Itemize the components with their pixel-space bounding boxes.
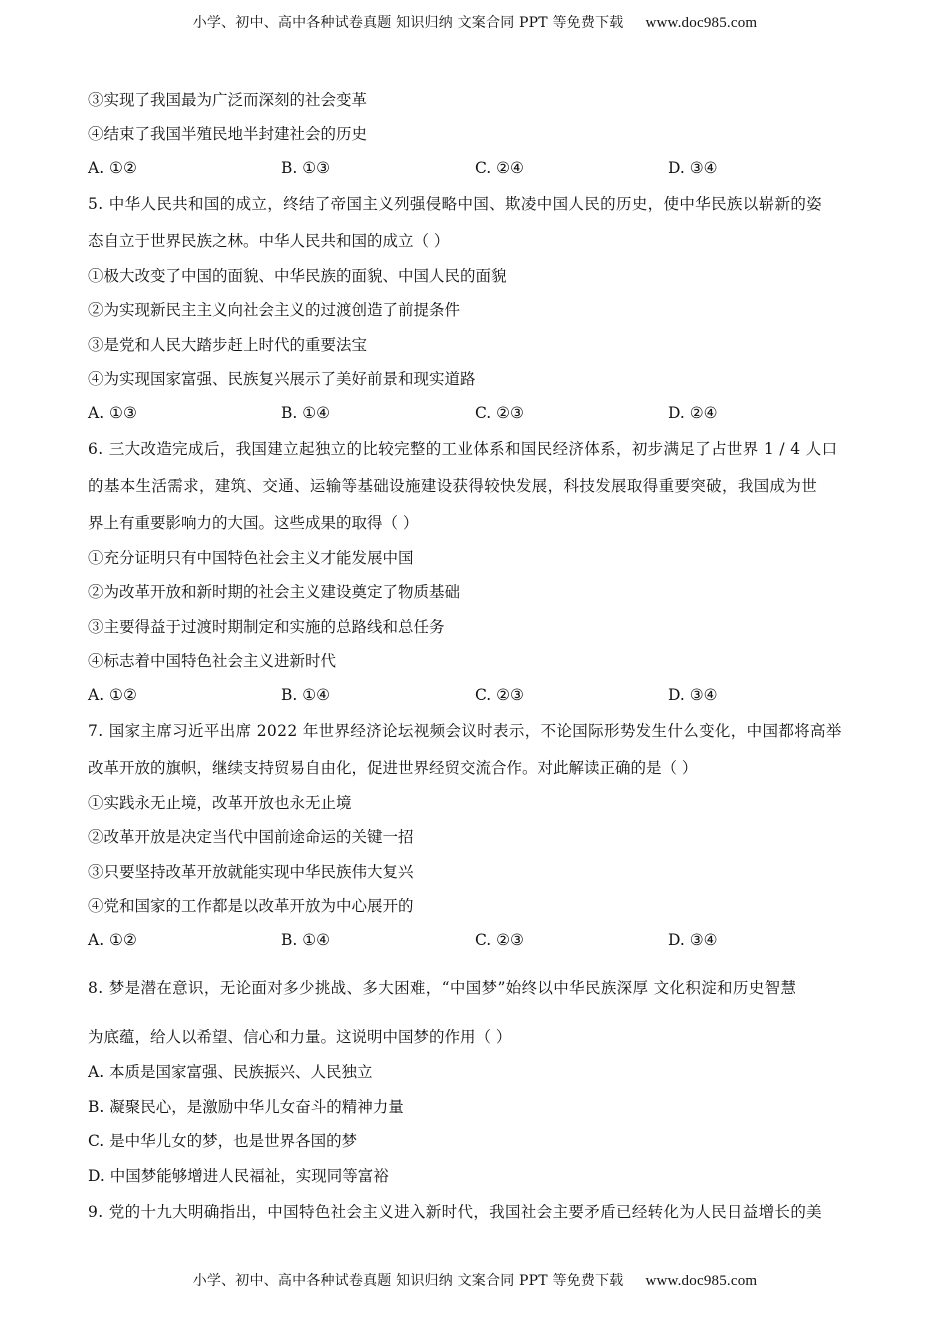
q6-option-d: D. ③④ [668,686,718,704]
q5-stem-line-2: 态自立于世界民族之林。中华人民共和国的成立（ ） [88,232,450,250]
q8-stem-line-2: 为底蕴，给人以希望、信心和力量。这说明中国梦的作用（ ） [88,1028,512,1046]
q7-option-c: C. ②③ [475,931,524,949]
q4-option-a: A. ①② [88,159,137,177]
q4-item-4: ④结束了我国半殖民地半封建社会的历史 [88,125,368,143]
q7-option-d: D. ③④ [668,931,718,949]
q5-item-1: ①极大改变了中国的面貌、中华民族的面貌、中国人民的面貌 [88,267,507,285]
q6-option-b: B. ①④ [281,686,331,704]
q6-item-1: ①充分证明只有中国特色社会主义才能发展中国 [88,549,414,567]
q6-item-3: ③主要得益于过渡时期制定和实施的总路线和总任务 [88,618,445,636]
q8-option-b: B. 凝聚民心，是激励中华儿女奋斗的精神力量 [88,1098,404,1116]
footer-url[interactable]: www.doc985.com [645,1273,758,1289]
q8-option-c: C. 是中华儿女的梦，也是世界各国的梦 [88,1132,358,1150]
q8-stem-line-1: 8. 梦是潜在意识，无论面对多少挑战、多大困难，“中国梦”始终以中华民族深厚 文化积淀和历史智慧 [88,979,797,997]
q6-stem-line-2: 的基本生活需求，建筑、交通、运输等基础设施建设获得较快发展，科技发展取得重要突破，我国成为世 [88,477,818,495]
q7-stem-line-1: 7. 国家主席习近平出席 2022 年世界经济论坛视频会议时表示，不论国际形势发生什么变化，中国都将高举 [88,722,842,740]
q7-stem-line-2: 改革开放的旗帜，继续支持贸易自由化，促进世界经贸交流合作。对此解读正确的是（ ） [88,759,698,777]
header-url[interactable]: www.doc985.com [645,15,758,31]
q7-option-a: A. ①② [88,931,137,949]
q9-stem-line-1: 9. 党的十九大明确指出，中国特色社会主义进入新时代，我国社会主要矛盾已经转化为人民日益增长的美 [88,1203,823,1221]
q4-item-3: ③实现了我国最为广泛而深刻的社会变革 [88,91,368,109]
q5-option-b: B. ①④ [281,404,331,422]
q7-item-4: ④党和国家的工作都是以改革开放为中心展开的 [88,897,414,915]
q7-item-3: ③只要坚持改革开放就能实现中华民族伟大复兴 [88,863,414,881]
footer-text: 小学、初中、高中各种试卷真题 知识归纳 文案合同 PPT 等免费下载 [192,1273,624,1289]
page-header [0,12,950,32]
q4-option-b: B. ①③ [281,159,331,177]
q6-stem-line-1: 6. 三大改造完成后，我国建立起独立的比较完整的工业体系和国民经济体系，初步满足了占世界 1 / 4 人口 [88,440,838,458]
page-footer [0,1270,950,1290]
q5-option-d: D. ②④ [668,404,718,422]
q5-item-3: ③是党和人民大踏步赶上时代的重要法宝 [88,336,368,354]
q8-option-d: D. 中国梦能够增进人民福祉，实现同等富裕 [88,1167,389,1185]
q5-stem-line-1: 5. 中华人民共和国的成立，终结了帝国主义列强侵略中国、欺凌中国人民的历史，使中华民族以崭新的姿 [88,195,823,213]
q4-option-d: D. ③④ [668,159,718,177]
q5-option-c: C. ②③ [475,404,524,422]
q4-option-c: C. ②④ [475,159,524,177]
q5-item-2: ②为实现新民主主义向社会主义的过渡创造了前提条件 [88,301,461,319]
q6-item-4: ④标志着中国特色社会主义进新时代 [88,652,337,670]
q6-item-2: ②为改革开放和新时期的社会主义建设奠定了物质基础 [88,583,461,601]
q7-option-b: B. ①④ [281,931,331,949]
q6-option-a: A. ①② [88,686,137,704]
header-text: 小学、初中、高中各种试卷真题 知识归纳 文案合同 PPT 等免费下载 [192,15,624,31]
q8-option-a: A. 本质是国家富强、民族振兴、人民独立 [88,1063,373,1081]
q6-option-c: C. ②③ [475,686,524,704]
q5-option-a: A. ①③ [88,404,137,422]
q7-item-1: ①实践永无止境，改革开放也永无止境 [88,794,352,812]
q5-item-4: ④为实现国家富强、民族复兴展示了美好前景和现实道路 [88,370,476,388]
q6-stem-line-3: 界上有重要影响力的大国。这些成果的取得（ ） [88,514,419,532]
q7-item-2: ②改革开放是决定当代中国前途命运的关键一招 [88,828,414,846]
